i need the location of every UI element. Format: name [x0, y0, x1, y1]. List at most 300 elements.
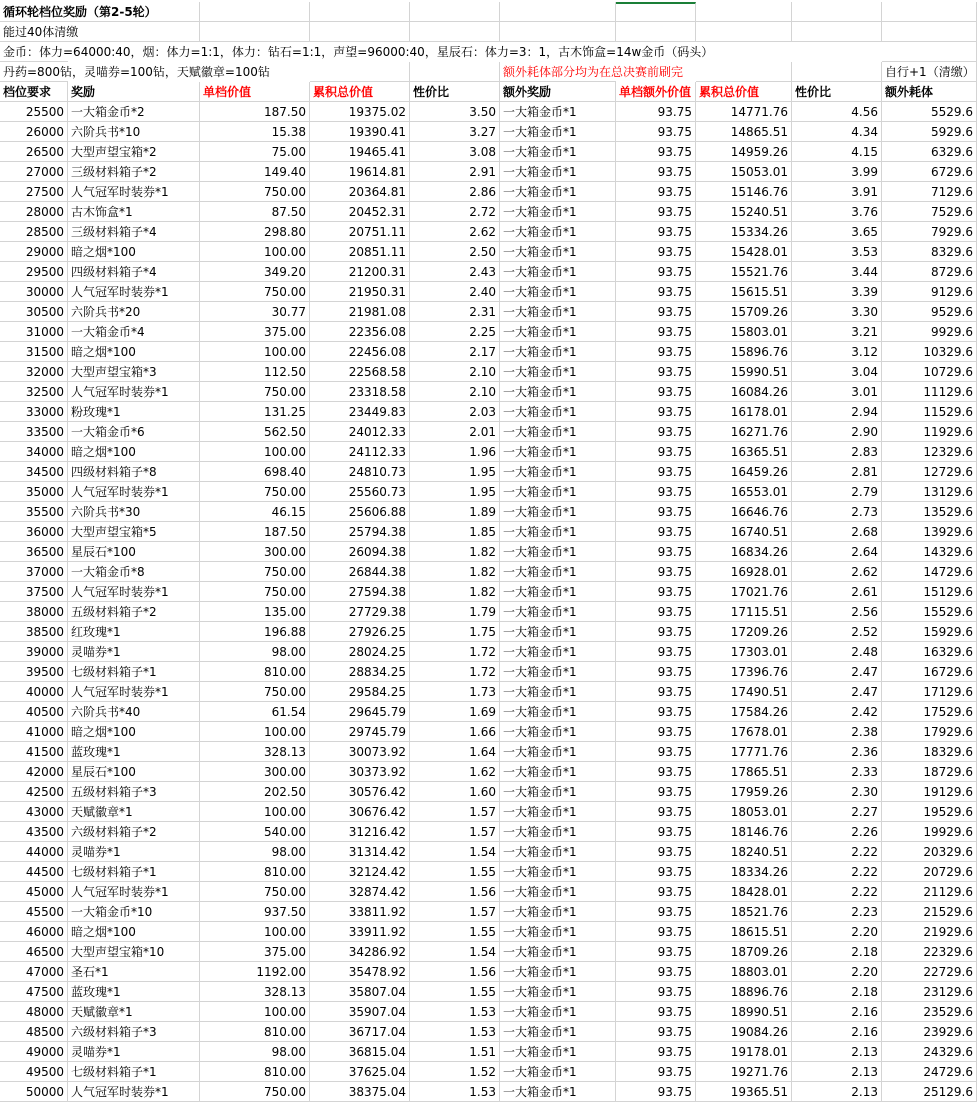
cell-reward[interactable]: 五级材料箱子*2 [68, 602, 200, 622]
cell-tier[interactable]: 46000 [0, 922, 68, 942]
cell-extra-reward[interactable]: 一大箱金币*1 [500, 802, 616, 822]
cell-tier[interactable]: 35000 [0, 482, 68, 502]
cell-extra-tier-value[interactable]: 93.75 [616, 822, 696, 842]
cell-reward[interactable]: 一大箱金币*4 [68, 322, 200, 342]
cell-extra-tier-value[interactable]: 93.75 [616, 302, 696, 322]
cell-reward[interactable]: 四级材料箱子*4 [68, 262, 200, 282]
cell-extra-stamina[interactable]: 15129.6 [882, 582, 977, 602]
cell-extra-cumulative-value[interactable]: 15053.01 [696, 162, 792, 182]
cell-extra-tier-value[interactable]: 93.75 [616, 642, 696, 662]
cell-extra-stamina[interactable]: 9929.6 [882, 322, 977, 342]
cell-extra-cumulative-value[interactable]: 17865.51 [696, 762, 792, 782]
cell-cost-ratio[interactable]: 1.52 [410, 1062, 500, 1082]
cell-extra-cost-ratio[interactable]: 3.44 [792, 262, 882, 282]
header-tier[interactable]: 档位要求 [0, 82, 68, 102]
cell-cost-ratio[interactable]: 1.72 [410, 642, 500, 662]
cell-cost-ratio[interactable]: 2.72 [410, 202, 500, 222]
cell-cumulative-value[interactable]: 28834.25 [310, 662, 410, 682]
cell-tier-value[interactable]: 328.13 [200, 742, 310, 762]
cell-cost-ratio[interactable]: 1.75 [410, 622, 500, 642]
cell-cumulative-value[interactable]: 27594.38 [310, 582, 410, 602]
cell-extra-cost-ratio[interactable]: 2.22 [792, 842, 882, 862]
header-reward[interactable]: 奖励 [68, 82, 200, 102]
cell-cumulative-value[interactable]: 20751.11 [310, 222, 410, 242]
cell-cost-ratio[interactable]: 1.82 [410, 542, 500, 562]
cell-reward[interactable]: 七级材料箱子*1 [68, 662, 200, 682]
cell-extra-cumulative-value[interactable]: 16928.01 [696, 562, 792, 582]
cell-extra-reward[interactable]: 一大箱金币*1 [500, 702, 616, 722]
cell-extra-stamina[interactable]: 21529.6 [882, 902, 977, 922]
cell-tier-value[interactable]: 810.00 [200, 862, 310, 882]
cell-reward[interactable]: 灵喵券*1 [68, 1042, 200, 1062]
cell-reward[interactable]: 六阶兵书*10 [68, 122, 200, 142]
cell-tier-value[interactable]: 750.00 [200, 382, 310, 402]
cell-extra-tier-value[interactable]: 93.75 [616, 422, 696, 442]
cell-extra-reward[interactable]: 一大箱金币*1 [500, 362, 616, 382]
cell-cumulative-value[interactable]: 33811.92 [310, 902, 410, 922]
cell-cumulative-value[interactable]: 22456.08 [310, 342, 410, 362]
cell-tier-value[interactable]: 750.00 [200, 682, 310, 702]
cell-cumulative-value[interactable]: 36717.04 [310, 1022, 410, 1042]
cell-extra-reward[interactable]: 一大箱金币*1 [500, 822, 616, 842]
cell-tier-value[interactable]: 698.40 [200, 462, 310, 482]
cell-extra-tier-value[interactable]: 93.75 [616, 382, 696, 402]
cell-extra-stamina[interactable]: 17129.6 [882, 682, 977, 702]
note-self-plus-one[interactable]: 自行+1（清缴） [882, 62, 977, 82]
cell-extra-cost-ratio[interactable]: 3.91 [792, 182, 882, 202]
cell-cost-ratio[interactable]: 1.95 [410, 482, 500, 502]
cell-extra-cost-ratio[interactable]: 2.13 [792, 1082, 882, 1102]
cell-cost-ratio[interactable]: 1.53 [410, 1002, 500, 1022]
cell-tier[interactable]: 43500 [0, 822, 68, 842]
cell-extra-tier-value[interactable]: 93.75 [616, 162, 696, 182]
cell-tier[interactable]: 37000 [0, 562, 68, 582]
cell-tier[interactable]: 40000 [0, 682, 68, 702]
cell-cost-ratio[interactable]: 2.31 [410, 302, 500, 322]
cell-tier-value[interactable]: 1192.00 [200, 962, 310, 982]
cell-extra-stamina[interactable]: 17529.6 [882, 702, 977, 722]
cell-extra-cost-ratio[interactable]: 2.94 [792, 402, 882, 422]
cell-reward[interactable]: 蓝玫瑰*1 [68, 742, 200, 762]
cell-cumulative-value[interactable]: 24012.33 [310, 422, 410, 442]
cell-extra-cost-ratio[interactable]: 3.76 [792, 202, 882, 222]
cell-extra-reward[interactable]: 一大箱金币*1 [500, 202, 616, 222]
cell-cost-ratio[interactable]: 1.60 [410, 782, 500, 802]
cell-extra-tier-value[interactable]: 93.75 [616, 662, 696, 682]
cell-cost-ratio[interactable]: 1.69 [410, 702, 500, 722]
cell-extra-tier-value[interactable]: 93.75 [616, 442, 696, 462]
cell-cost-ratio[interactable]: 1.73 [410, 682, 500, 702]
cell-extra-reward[interactable]: 一大箱金币*1 [500, 1042, 616, 1062]
cell-extra-tier-value[interactable]: 93.75 [616, 242, 696, 262]
cell-extra-stamina[interactable]: 21129.6 [882, 882, 977, 902]
cell-tier[interactable]: 30000 [0, 282, 68, 302]
cell-tier[interactable]: 31500 [0, 342, 68, 362]
cell-extra-reward[interactable]: 一大箱金币*1 [500, 962, 616, 982]
cell-extra-cumulative-value[interactable]: 16084.26 [696, 382, 792, 402]
cell-tier[interactable]: 50000 [0, 1082, 68, 1102]
cell-reward[interactable]: 一大箱金币*6 [68, 422, 200, 442]
cell-tier-value[interactable]: 187.50 [200, 522, 310, 542]
cell-tier-value[interactable]: 46.15 [200, 502, 310, 522]
cell-tier-value[interactable]: 810.00 [200, 662, 310, 682]
cell-cumulative-value[interactable]: 20851.11 [310, 242, 410, 262]
cell-extra-reward[interactable]: 一大箱金币*1 [500, 522, 616, 542]
cell-extra-cost-ratio[interactable]: 4.56 [792, 102, 882, 122]
cell-cumulative-value[interactable]: 32124.42 [310, 862, 410, 882]
cell-tier-value[interactable]: 98.00 [200, 1042, 310, 1062]
cell-cumulative-value[interactable]: 21950.31 [310, 282, 410, 302]
cell-extra-reward[interactable]: 一大箱金币*1 [500, 942, 616, 962]
cell-extra-reward[interactable]: 一大箱金币*1 [500, 282, 616, 302]
cell-extra-tier-value[interactable]: 93.75 [616, 562, 696, 582]
cell-reward[interactable]: 蓝玫瑰*1 [68, 982, 200, 1002]
cell-tier[interactable]: 48000 [0, 1002, 68, 1022]
cell-tier[interactable]: 34500 [0, 462, 68, 482]
cell-tier-value[interactable]: 100.00 [200, 342, 310, 362]
note-exchange-rates[interactable]: 金币：体力=64000:40，烟：体力=1:1，体力：钻石=1:1，声望=96000:40，星辰石：体力=3：1，古木饰盒=14w金币（码头） [0, 42, 68, 62]
cell-extra-stamina[interactable]: 10729.6 [882, 362, 977, 382]
cell-extra-reward[interactable]: 一大箱金币*1 [500, 222, 616, 242]
cell-extra-tier-value[interactable]: 93.75 [616, 742, 696, 762]
cell-cumulative-value[interactable]: 34286.92 [310, 942, 410, 962]
cell-extra-tier-value[interactable]: 93.75 [616, 1062, 696, 1082]
cell-extra-tier-value[interactable]: 93.75 [616, 122, 696, 142]
cell-reward[interactable]: 天赋徽章*1 [68, 802, 200, 822]
cell-extra-reward[interactable]: 一大箱金币*1 [500, 142, 616, 162]
cell-extra-reward[interactable]: 一大箱金币*1 [500, 1002, 616, 1022]
cell-reward[interactable]: 大型声望宝箱*5 [68, 522, 200, 542]
cell-extra-reward[interactable]: 一大箱金币*1 [500, 122, 616, 142]
cell-cost-ratio[interactable]: 2.86 [410, 182, 500, 202]
cell-extra-reward[interactable]: 一大箱金币*1 [500, 602, 616, 622]
cell-extra-cost-ratio[interactable]: 2.16 [792, 1002, 882, 1022]
cell-extra-cost-ratio[interactable]: 2.38 [792, 722, 882, 742]
note-extra-stamina[interactable]: 额外耗体部分均为在总决赛前刷完 [500, 62, 616, 82]
cell-extra-tier-value[interactable]: 93.75 [616, 342, 696, 362]
cell-extra-stamina[interactable]: 9529.6 [882, 302, 977, 322]
cell-tier-value[interactable]: 202.50 [200, 782, 310, 802]
cell-extra-cumulative-value[interactable]: 17678.01 [696, 722, 792, 742]
cell-extra-stamina[interactable]: 6729.6 [882, 162, 977, 182]
cell-tier-value[interactable]: 540.00 [200, 822, 310, 842]
cell-extra-cumulative-value[interactable]: 15990.51 [696, 362, 792, 382]
cell-extra-tier-value[interactable]: 93.75 [616, 902, 696, 922]
cell-tier-value[interactable]: 15.38 [200, 122, 310, 142]
cell-extra-stamina[interactable]: 20729.6 [882, 862, 977, 882]
cell-cost-ratio[interactable]: 3.08 [410, 142, 500, 162]
cell-extra-cumulative-value[interactable]: 17021.76 [696, 582, 792, 602]
cell-extra-cost-ratio[interactable]: 2.23 [792, 902, 882, 922]
cell-reward[interactable]: 古木饰盒*1 [68, 202, 200, 222]
cell-extra-reward[interactable]: 一大箱金币*1 [500, 502, 616, 522]
cell-extra-cost-ratio[interactable]: 2.81 [792, 462, 882, 482]
cell-extra-reward[interactable]: 一大箱金币*1 [500, 842, 616, 862]
cell-tier-value[interactable]: 75.00 [200, 142, 310, 162]
cell-extra-reward[interactable]: 一大箱金币*1 [500, 1062, 616, 1082]
cell-cost-ratio[interactable]: 2.91 [410, 162, 500, 182]
cell-extra-tier-value[interactable]: 93.75 [616, 602, 696, 622]
cell-extra-cumulative-value[interactable]: 14865.51 [696, 122, 792, 142]
cell-extra-cost-ratio[interactable]: 3.39 [792, 282, 882, 302]
cell-extra-cumulative-value[interactable]: 15709.26 [696, 302, 792, 322]
cell-extra-tier-value[interactable]: 93.75 [616, 142, 696, 162]
cell-tier-value[interactable]: 100.00 [200, 242, 310, 262]
cell-tier-value[interactable]: 100.00 [200, 922, 310, 942]
cell-extra-stamina[interactable]: 19529.6 [882, 802, 977, 822]
cell-cost-ratio[interactable]: 1.56 [410, 962, 500, 982]
cell-tier-value[interactable]: 87.50 [200, 202, 310, 222]
cell-extra-cumulative-value[interactable]: 14959.26 [696, 142, 792, 162]
cell-extra-reward[interactable]: 一大箱金币*1 [500, 922, 616, 942]
cell-tier-value[interactable]: 375.00 [200, 322, 310, 342]
cell-cumulative-value[interactable]: 37625.04 [310, 1062, 410, 1082]
cell-reward[interactable]: 灵喵券*1 [68, 842, 200, 862]
header-extra-reward[interactable]: 额外奖励 [500, 82, 616, 102]
cell-extra-cumulative-value[interactable]: 15803.01 [696, 322, 792, 342]
cell-tier-value[interactable]: 149.40 [200, 162, 310, 182]
cell-extra-cumulative-value[interactable]: 15896.76 [696, 342, 792, 362]
cell-extra-stamina[interactable]: 15529.6 [882, 602, 977, 622]
cell-tier[interactable]: 42000 [0, 762, 68, 782]
cell-cumulative-value[interactable]: 24112.33 [310, 442, 410, 462]
cell-extra-cumulative-value[interactable]: 15428.01 [696, 242, 792, 262]
cell-tier[interactable]: 49500 [0, 1062, 68, 1082]
cell-cumulative-value[interactable]: 29745.79 [310, 722, 410, 742]
cell-extra-cumulative-value[interactable]: 17115.51 [696, 602, 792, 622]
cell-extra-cost-ratio[interactable]: 2.13 [792, 1062, 882, 1082]
cell-extra-cumulative-value[interactable]: 15240.51 [696, 202, 792, 222]
cell-cost-ratio[interactable]: 1.79 [410, 602, 500, 622]
header-cumulative-value[interactable]: 累积总价值 [310, 82, 410, 102]
cell-extra-stamina[interactable]: 13529.6 [882, 502, 977, 522]
cell-cost-ratio[interactable]: 1.62 [410, 762, 500, 782]
cell-cost-ratio[interactable]: 2.50 [410, 242, 500, 262]
cell-cost-ratio[interactable]: 1.53 [410, 1082, 500, 1102]
cell-extra-stamina[interactable]: 5529.6 [882, 102, 977, 122]
cell-cumulative-value[interactable]: 22568.58 [310, 362, 410, 382]
cell-reward[interactable]: 暗之烟*100 [68, 722, 200, 742]
cell-cumulative-value[interactable]: 23449.83 [310, 402, 410, 422]
cell-cost-ratio[interactable]: 2.62 [410, 222, 500, 242]
cell-extra-tier-value[interactable]: 93.75 [616, 1082, 696, 1102]
cell-extra-reward[interactable]: 一大箱金币*1 [500, 782, 616, 802]
cell-cumulative-value[interactable]: 33911.92 [310, 922, 410, 942]
cell-extra-reward[interactable]: 一大箱金币*1 [500, 762, 616, 782]
cell-cost-ratio[interactable]: 1.55 [410, 922, 500, 942]
cell-extra-tier-value[interactable]: 93.75 [616, 1002, 696, 1022]
cell-cumulative-value[interactable]: 25560.73 [310, 482, 410, 502]
cell-extra-cumulative-value[interactable]: 19178.01 [696, 1042, 792, 1062]
cell-reward[interactable]: 人气冠军时装券*1 [68, 182, 200, 202]
cell-reward[interactable]: 三级材料箱子*4 [68, 222, 200, 242]
cell-tier-value[interactable]: 937.50 [200, 902, 310, 922]
cell-extra-tier-value[interactable]: 93.75 [616, 222, 696, 242]
cell-tier-value[interactable]: 30.77 [200, 302, 310, 322]
cell-extra-stamina[interactable]: 10329.6 [882, 342, 977, 362]
cell-cumulative-value[interactable]: 21200.31 [310, 262, 410, 282]
cell-extra-stamina[interactable]: 11529.6 [882, 402, 977, 422]
cell-tier-value[interactable]: 300.00 [200, 542, 310, 562]
cell-tier[interactable]: 26000 [0, 122, 68, 142]
cell-reward[interactable]: 人气冠军时装券*1 [68, 582, 200, 602]
cell-extra-stamina[interactable]: 21929.6 [882, 922, 977, 942]
cell-tier-value[interactable]: 196.88 [200, 622, 310, 642]
cell-extra-reward[interactable]: 一大箱金币*1 [500, 462, 616, 482]
cell-extra-cost-ratio[interactable]: 3.04 [792, 362, 882, 382]
cell-extra-cumulative-value[interactable]: 19365.51 [696, 1082, 792, 1102]
cell-tier-value[interactable]: 810.00 [200, 1022, 310, 1042]
cell-extra-stamina[interactable]: 14729.6 [882, 562, 977, 582]
header-extra-cumulative-value[interactable]: 累积总价值 [696, 82, 792, 102]
cell-cumulative-value[interactable]: 30576.42 [310, 782, 410, 802]
cell-reward[interactable]: 人气冠军时装券*1 [68, 682, 200, 702]
cell-reward[interactable]: 星辰石*100 [68, 542, 200, 562]
cell-extra-reward[interactable]: 一大箱金币*1 [500, 542, 616, 562]
cell-extra-stamina[interactable]: 9129.6 [882, 282, 977, 302]
cell-extra-tier-value[interactable]: 93.75 [616, 582, 696, 602]
cell-tier[interactable]: 29000 [0, 242, 68, 262]
cell-tier[interactable]: 37500 [0, 582, 68, 602]
cell-tier[interactable]: 35500 [0, 502, 68, 522]
cell-tier[interactable]: 27000 [0, 162, 68, 182]
cell-extra-cumulative-value[interactable]: 16646.76 [696, 502, 792, 522]
cell-extra-reward[interactable]: 一大箱金币*1 [500, 982, 616, 1002]
cell-extra-stamina[interactable]: 18329.6 [882, 742, 977, 762]
cell-extra-cost-ratio[interactable]: 2.61 [792, 582, 882, 602]
cell-cost-ratio[interactable]: 1.54 [410, 842, 500, 862]
cell-tier-value[interactable]: 750.00 [200, 482, 310, 502]
cell-tier[interactable]: 45500 [0, 902, 68, 922]
cell-reward[interactable]: 人气冠军时装券*1 [68, 882, 200, 902]
cell-tier-value[interactable]: 135.00 [200, 602, 310, 622]
cell-extra-cost-ratio[interactable]: 3.01 [792, 382, 882, 402]
cell-extra-reward[interactable]: 一大箱金币*1 [500, 662, 616, 682]
cell-tier[interactable]: 26500 [0, 142, 68, 162]
cell-cumulative-value[interactable]: 31314.42 [310, 842, 410, 862]
cell-extra-stamina[interactable]: 24729.6 [882, 1062, 977, 1082]
cell-extra-cost-ratio[interactable]: 2.47 [792, 662, 882, 682]
cell-tier-value[interactable]: 750.00 [200, 1082, 310, 1102]
cell-extra-cumulative-value[interactable]: 16365.51 [696, 442, 792, 462]
cell-tier[interactable]: 33000 [0, 402, 68, 422]
cell-tier[interactable]: 38500 [0, 622, 68, 642]
cell-extra-reward[interactable]: 一大箱金币*1 [500, 182, 616, 202]
cell-extra-stamina[interactable]: 23929.6 [882, 1022, 977, 1042]
cell-extra-reward[interactable]: 一大箱金币*1 [500, 722, 616, 742]
cell-extra-reward[interactable]: 一大箱金币*1 [500, 102, 616, 122]
cell-extra-cumulative-value[interactable]: 17959.26 [696, 782, 792, 802]
note-diamond-rates[interactable]: 丹药=800钻，灵喵券=100钻，天赋徽章=100钻 [0, 62, 68, 82]
cell-extra-tier-value[interactable]: 93.75 [616, 722, 696, 742]
cell-reward[interactable]: 红玫瑰*1 [68, 622, 200, 642]
cell-cost-ratio[interactable]: 2.17 [410, 342, 500, 362]
cell-extra-reward[interactable]: 一大箱金币*1 [500, 882, 616, 902]
cell-extra-cost-ratio[interactable]: 2.22 [792, 882, 882, 902]
cell-extra-stamina[interactable]: 13929.6 [882, 522, 977, 542]
cell-extra-cost-ratio[interactable]: 2.36 [792, 742, 882, 762]
cell-reward[interactable]: 人气冠军时装券*1 [68, 482, 200, 502]
header-cost-ratio[interactable]: 性价比 [410, 82, 500, 102]
cell-reward[interactable]: 六级材料箱子*3 [68, 1022, 200, 1042]
cell-cumulative-value[interactable]: 25794.38 [310, 522, 410, 542]
cell-cost-ratio[interactable]: 2.40 [410, 282, 500, 302]
cell-reward[interactable]: 四级材料箱子*8 [68, 462, 200, 482]
cell-extra-reward[interactable]: 一大箱金币*1 [500, 422, 616, 442]
cell-extra-tier-value[interactable]: 93.75 [616, 622, 696, 642]
cell-tier-value[interactable]: 750.00 [200, 182, 310, 202]
cell-reward[interactable]: 大型声望宝箱*3 [68, 362, 200, 382]
cell-extra-cost-ratio[interactable]: 2.33 [792, 762, 882, 782]
cell-tier[interactable]: 28500 [0, 222, 68, 242]
cell-cumulative-value[interactable]: 30373.92 [310, 762, 410, 782]
cell-tier-value[interactable]: 562.50 [200, 422, 310, 442]
cell-reward[interactable]: 大型声望宝箱*2 [68, 142, 200, 162]
cell-extra-tier-value[interactable]: 93.75 [616, 682, 696, 702]
cell-extra-cost-ratio[interactable]: 3.65 [792, 222, 882, 242]
cell-extra-cumulative-value[interactable]: 17303.01 [696, 642, 792, 662]
cell-extra-reward[interactable]: 一大箱金币*1 [500, 862, 616, 882]
cell-cost-ratio[interactable]: 1.95 [410, 462, 500, 482]
cell-reward[interactable]: 一大箱金币*2 [68, 102, 200, 122]
cell-extra-cumulative-value[interactable]: 15521.76 [696, 262, 792, 282]
cell-extra-cost-ratio[interactable]: 2.79 [792, 482, 882, 502]
cell-extra-cumulative-value[interactable]: 16459.26 [696, 462, 792, 482]
cell-extra-cost-ratio[interactable]: 2.20 [792, 962, 882, 982]
cell-tier[interactable]: 43000 [0, 802, 68, 822]
cell-extra-stamina[interactable]: 11129.6 [882, 382, 977, 402]
cell-cumulative-value[interactable]: 19614.81 [310, 162, 410, 182]
cell-cost-ratio[interactable]: 1.57 [410, 802, 500, 822]
cell-reward[interactable]: 灵喵券*1 [68, 642, 200, 662]
cell-extra-tier-value[interactable]: 93.75 [616, 1042, 696, 1062]
cell-cumulative-value[interactable]: 29645.79 [310, 702, 410, 722]
cell-tier[interactable]: 29500 [0, 262, 68, 282]
cell-tier[interactable]: 44500 [0, 862, 68, 882]
header-tier-value[interactable]: 单档价值 [200, 82, 310, 102]
cell-tier[interactable]: 36500 [0, 542, 68, 562]
cell-cost-ratio[interactable]: 2.10 [410, 362, 500, 382]
cell-reward[interactable]: 一大箱金币*10 [68, 902, 200, 922]
cell-tier-value[interactable]: 112.50 [200, 362, 310, 382]
cell-extra-stamina[interactable]: 7929.6 [882, 222, 977, 242]
cell-extra-cumulative-value[interactable]: 16553.01 [696, 482, 792, 502]
cell-extra-tier-value[interactable]: 93.75 [616, 862, 696, 882]
cell-extra-tier-value[interactable]: 93.75 [616, 542, 696, 562]
cell-reward[interactable]: 大型声望宝箱*10 [68, 942, 200, 962]
cell-cumulative-value[interactable]: 24810.73 [310, 462, 410, 482]
cell-extra-reward[interactable]: 一大箱金币*1 [500, 622, 616, 642]
cell-tier-value[interactable]: 100.00 [200, 442, 310, 462]
cell-extra-stamina[interactable]: 8329.6 [882, 242, 977, 262]
cell-tier-value[interactable]: 750.00 [200, 582, 310, 602]
cell-extra-cumulative-value[interactable]: 17209.26 [696, 622, 792, 642]
header-extra-tier-value[interactable]: 单档额外价值 [616, 82, 696, 102]
cell-extra-cost-ratio[interactable]: 3.30 [792, 302, 882, 322]
cell-reward[interactable]: 人气冠军时装券*1 [68, 382, 200, 402]
cell-extra-cost-ratio[interactable]: 2.18 [792, 942, 882, 962]
cell-tier[interactable]: 36000 [0, 522, 68, 542]
cell-cost-ratio[interactable]: 3.50 [410, 102, 500, 122]
cell-cost-ratio[interactable]: 1.55 [410, 862, 500, 882]
cell-cumulative-value[interactable]: 19375.02 [310, 102, 410, 122]
cell-extra-reward[interactable]: 一大箱金币*1 [500, 262, 616, 282]
cell-cost-ratio[interactable]: 1.51 [410, 1042, 500, 1062]
cell-extra-stamina[interactable]: 13129.6 [882, 482, 977, 502]
cell-extra-cumulative-value[interactable]: 17584.26 [696, 702, 792, 722]
cell-cost-ratio[interactable]: 3.27 [410, 122, 500, 142]
cell-reward[interactable]: 粉玫瑰*1 [68, 402, 200, 422]
